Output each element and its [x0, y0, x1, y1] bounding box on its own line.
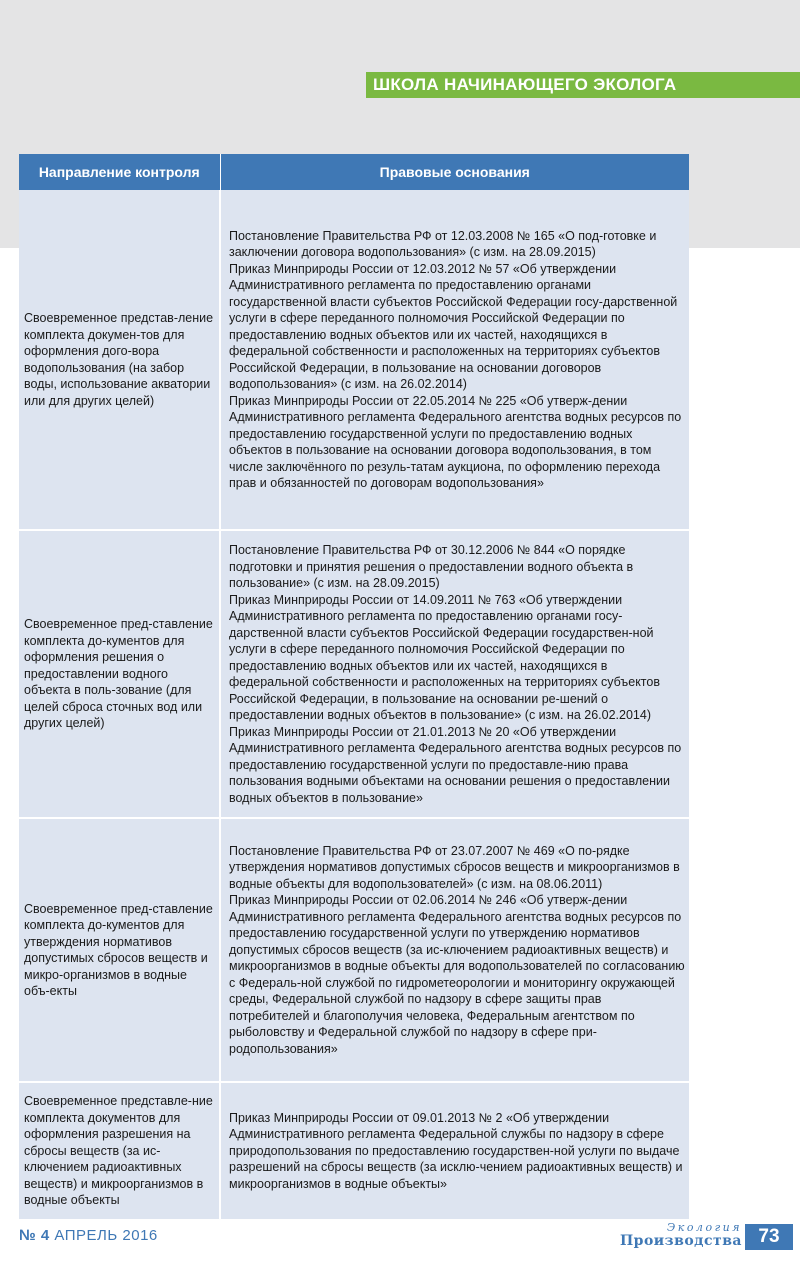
legal-basis-cell [220, 1082, 689, 1220]
logo-word-bottom: Производства [619, 1233, 742, 1249]
table-row [19, 190, 689, 530]
legal-document: Приказ Минприроды России от 12.03.2012 № 57 «Об утверждении Административного регламента по предоставлению органами государственной власти субъектов Российской Федерации госу-дарственной услуги в сфере переданного полномочия Российской Федерации по предоставлению водных объектов или их частей, находящихся в федеральной собственности и расположенных на территориях субъектов Российской Федерации, в пользование на основании договоров водопользования» (с изм. на 26.02.2014) [229, 261, 678, 391]
legal-document: Приказ Минприроды России от 14.09.2011 № 763 «Об утверждении Административного регламента по предоставлению органами госу-дарственной власти субъектов Российской Федерации государствен-ной услуги в сфере переданного полномочия Российской Федерации по предоставлению водных объектов или их частей, находящихся в федеральной собственности и расположенных на территориях субъектов Российской Федерации, в пользование на основании ре-шений о предоставлении водных объектов в пользование» (с изм. на 26.02.2014) [229, 592, 660, 722]
magazine-logo [606, 1222, 742, 1250]
table-row [19, 530, 689, 818]
issue-number: № 4 [19, 1227, 50, 1244]
legal-document: Приказ Минприроды России от 21.01.2013 № 20 «Об утверждении Административного регламента Федерального агентства водных ресурсов по предоставлению государственной услуги по предоставле-нию права пользования водными объектами на основании решения о предоставлении водных объектов в пользование» [229, 724, 682, 805]
legal-basis-cell [220, 818, 689, 1082]
legal-document: Постановление Правительства РФ от 23.07.2007 № 469 «О по-рядке утверждения нормативов допустимых сбросов веществ и микроорганизмов в водные объекты для водопользователей» (с изм. на 08.06.2011) [229, 843, 680, 891]
table-row [19, 1082, 689, 1220]
legal-document: Приказ Минприроды России от 02.06.2014 № 246 «Об утверж-дении Административного регламента Федерального агентства водных ресурсов по предоставлению государственной услуги по утверждению нормативов допустимых сбросов веществ (за ис-ключением радиоактивных веществ) и микроорганизмов в водные объекты для водопользователей по согласованию с Федераль-ной службой по гидрометеорологии и мониторингу окружающей среды, Федеральной службой по надзору в сфере защиты прав потребителей и благополучия человека, Федеральным агентством по рыболовству и Федеральной службой по надзору в сфере при-родопользования» [229, 893, 685, 1056]
issue-info [19, 1227, 158, 1244]
legal-document: Постановление Правительства РФ от 12.03.2008 № 165 «О под-готовке и заключении договора водопользования» (с изм. на 28.09.2015) [229, 228, 657, 259]
legal-document: Приказ Минприроды России от 09.01.2013 № 2 «Об утверждении Административного регламента Федеральной службы по надзору в сфере природопользования по предоставлению государствен-ной услуги по выдаче разрешений на сбросы веществ (за исклю-чением радиоактивных веществ) и микроорганизмов в водные объекты» [229, 1110, 683, 1191]
page-number: 73 [745, 1224, 793, 1250]
column-header-legal-basis: Правовые основания [220, 154, 689, 190]
issue-date: АПРЕЛЬ 2016 [54, 1227, 158, 1244]
legal-document: Приказ Минприроды России от 22.05.2014 № 225 «Об утверж-дении Административного регламента Федерального агентства водных ресурсов по предоставлению государственной услуги по предоставлению водных объектов в пользование на основании договора водопользования, в том числе заключённого по резуль-татам аукциона, по оформлению перехода прав и обязанностей по договорам водопользования» [229, 393, 682, 490]
direction-cell: Своевременное пред-ставление комплекта до-кументов для утверждения нормативов допустимых сбросов веществ и микро-организмов в водные объ-екты [19, 818, 220, 1082]
direction-cell: Своевременное представле-ние комплекта документов для оформления разрешения на сбросы веществ (за ис-ключением радиоактивных веществ) и микроорганизмов в водные объекты [19, 1082, 220, 1220]
direction-cell: Своевременное представ-ление комплекта докумен-тов для оформления дого-вора водопользования (на забор воды, использование акватории или для других целей) [19, 190, 220, 530]
legal-document: Постановление Правительства РФ от 30.12.2006 № 844 «О порядке подготовки и принятия решения о предоставлении водного объекта в пользование» (с изм. на 28.09.2015) [229, 543, 634, 590]
direction-cell: Своевременное пред-ставление комплекта до-кументов для оформления решения о предоставлении водного объекта в поль-зование (для целей сброса сточных вод или других целей) [19, 530, 220, 818]
legal-basis-table [19, 154, 689, 1221]
legal-basis-cell [220, 530, 689, 818]
table-row [19, 818, 689, 1082]
legal-basis-cell [220, 190, 689, 530]
table-header-row [19, 154, 689, 190]
section-header: ШКОЛА НАЧИНАЮЩЕГО ЭКОЛОГА [366, 72, 800, 98]
column-header-direction: Направление контроля [19, 154, 220, 190]
logo-word-top: Экология [666, 1221, 742, 1234]
